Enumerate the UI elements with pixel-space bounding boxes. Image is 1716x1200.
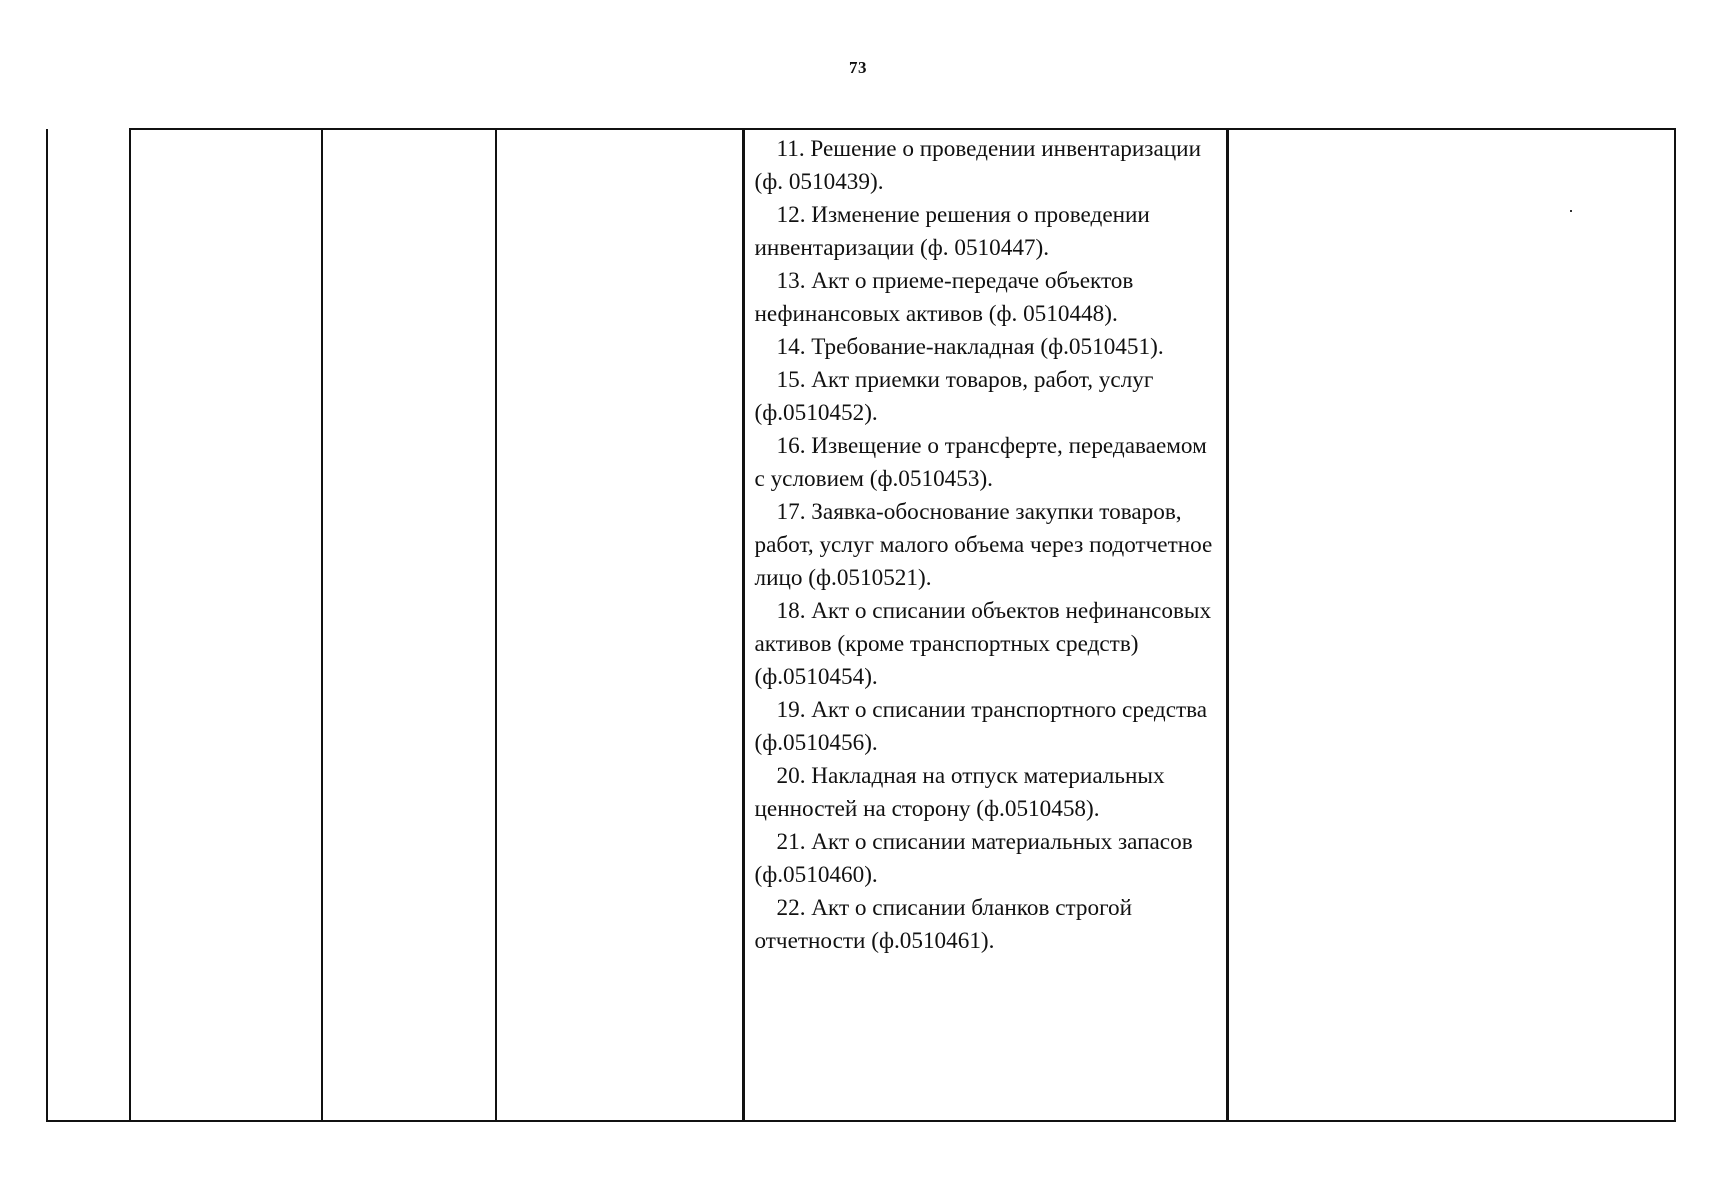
list-item: 12. Изменение решения о проведении инвентаризации (ф. 0510447). bbox=[754, 202, 1150, 261]
table-cell-empty bbox=[496, 129, 743, 1121]
scan-speck bbox=[1570, 210, 1572, 212]
list-item: 11. Решение о проведении инвентаризации (ф. 0510439). bbox=[754, 136, 1201, 195]
document-table bbox=[46, 128, 1676, 1122]
page-number: 73 bbox=[849, 58, 867, 77]
list-item: 18. Акт о списании объектов нефинансовых активов (кроме транспортных средств) (ф.0510454). bbox=[754, 598, 1212, 690]
list-item: 20. Накладная на отпуск материальных ценностей на сторону (ф.0510458). bbox=[754, 763, 1165, 822]
table-cell-document-list bbox=[743, 129, 1227, 1121]
list-item: 13. Акт о приеме-передаче объектов нефинансовых активов (ф. 0510448). bbox=[754, 268, 1134, 327]
table-cell-empty bbox=[47, 129, 130, 1121]
list-item: 17. Заявка-обоснование закупки товаров, работ, услуг малого объема через подотчетное лицо (ф.0510521). bbox=[754, 499, 1213, 591]
list-item: 19. Акт о списании транспортного средства (ф.0510456). bbox=[754, 697, 1208, 756]
list-item: 15. Акт приемки товаров, работ, услуг (ф.0510452). bbox=[754, 367, 1154, 426]
document-list bbox=[745, 130, 1226, 958]
list-item: 22. Акт о списании бланков строгой отчетности (ф.0510461). bbox=[754, 895, 1133, 954]
list-item: 16. Извещение о трансферте, передаваемом с условием (ф.0510453). bbox=[754, 433, 1207, 492]
table-row bbox=[47, 129, 1675, 1121]
list-item: 14. Требование-накладная (ф.0510451). bbox=[776, 334, 1164, 360]
table-cell-empty bbox=[322, 129, 496, 1121]
table-cell-empty bbox=[130, 129, 322, 1121]
list-item: 21. Акт о списании материальных запасов (ф.0510460). bbox=[754, 829, 1193, 888]
table-cell-empty bbox=[1227, 129, 1675, 1121]
